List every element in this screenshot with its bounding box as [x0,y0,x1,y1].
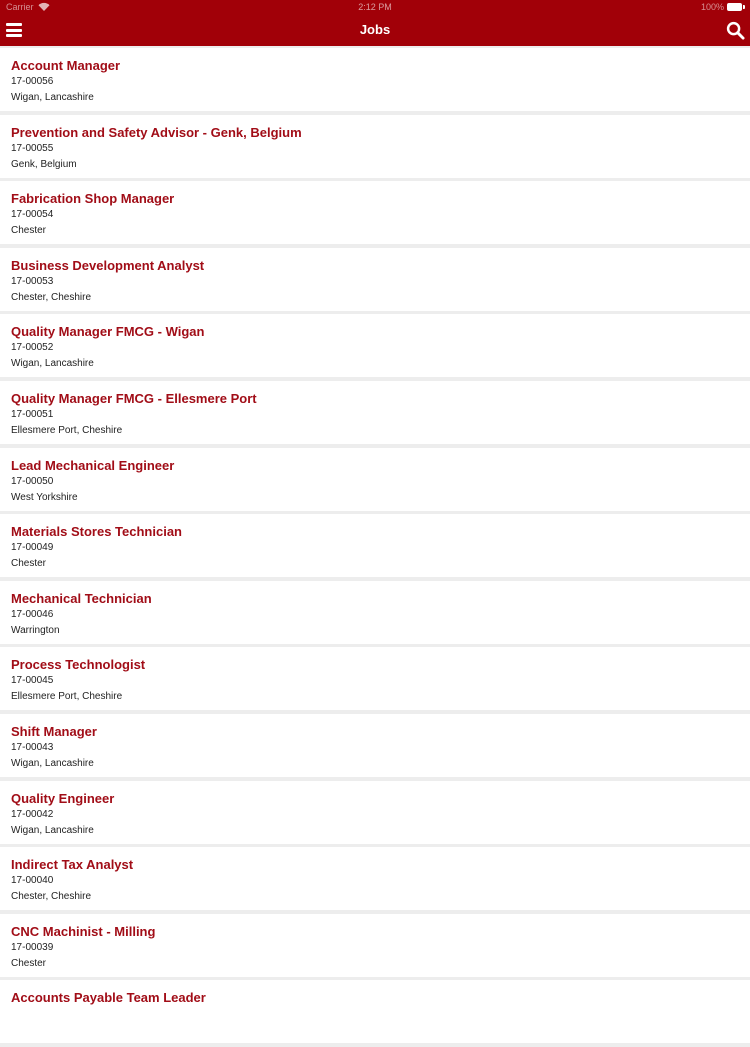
job-title: Quality Manager FMCG - Ellesmere Port [11,390,257,406]
page-title: Jobs [359,22,391,37]
job-list-item[interactable] [0,248,750,311]
job-title: Quality Engineer [11,790,115,806]
job-reference: 17-00046 [11,608,54,620]
job-list-item[interactable] [0,914,750,977]
job-title: Prevention and Safety Advisor - Genk, Belgium [11,124,302,140]
app-header [0,0,750,46]
job-reference: 17-00042 [11,808,54,820]
job-title: Process Technologist [11,657,146,673]
job-location: Chester, Cheshire [11,891,92,903]
job-list-item[interactable] [0,647,750,710]
job-reference: 17-00049 [11,542,54,554]
status-bar [0,0,750,14]
job-location: Chester [11,558,47,570]
job-reference: 17-00052 [11,342,54,354]
job-reference: 17-00056 [11,76,54,87]
job-title: Quality Manager FMCG - Wigan [11,324,205,340]
job-list-item[interactable] [0,381,750,444]
job-title: Materials Stores Technician [11,524,182,540]
job-reference: 17-00040 [11,875,54,887]
job-location: Wigan, Lancashire [11,757,94,769]
job-list-item[interactable] [0,448,750,511]
job-location: Chester, Cheshire [11,291,92,303]
job-title: Mechanical Technician [11,590,152,606]
job-title: Business Development Analyst [11,257,205,273]
job-title: Accounts Payable Team Leader [11,990,206,1006]
job-location: Wigan, Lancashire [11,92,94,103]
job-location: Ellesmere Port, Cheshire [11,691,123,703]
job-reference: 17-00053 [11,275,54,287]
job-list-item[interactable] [0,714,750,777]
search-icon[interactable] [726,21,745,40]
job-location: Warrington [11,624,60,636]
job-reference: 17-00051 [11,408,54,420]
carrier-label: Carrier [6,2,34,12]
job-title: Account Manager [11,58,121,73]
job-title: Fabrication Shop Manager [11,191,175,207]
job-title: CNC Machinist - Milling [11,923,156,939]
navigation-bar [0,14,750,46]
job-title: Lead Mechanical Engineer [11,457,175,473]
job-location: Wigan, Lancashire [11,824,94,836]
job-list-item[interactable] [0,847,750,910]
job-reference: 17-00045 [11,675,54,687]
battery-percent: 100% [700,2,724,12]
job-title: Indirect Tax Analyst [11,857,134,873]
job-reference: 17-00043 [11,741,54,753]
job-list-item[interactable] [0,314,750,377]
job-reference: 17-00050 [11,475,54,487]
job-list-item[interactable] [0,181,750,244]
job-location: Wigan, Lancashire [11,358,94,370]
job-list-item[interactable] [0,48,750,111]
job-location: Ellesmere Port, Cheshire [11,424,123,436]
job-list [0,48,750,1047]
job-location: West Yorkshire [11,491,78,503]
job-location: Genk, Belgium [11,158,77,170]
job-location: Chester [11,225,47,237]
job-reference: 17-00039 [11,941,54,953]
job-list-item[interactable] [0,781,750,844]
job-title: Shift Manager [11,723,97,739]
job-list-item[interactable] [0,514,750,577]
job-reference: 17-00055 [11,142,54,154]
job-list-item[interactable] [0,581,750,644]
job-list-item[interactable] [0,980,750,1043]
job-reference: 17-00054 [11,209,54,221]
status-time: 2:12 PM [358,2,392,12]
job-location: Chester [11,957,47,969]
battery-icon [727,3,745,11]
job-list-item[interactable] [0,115,750,178]
